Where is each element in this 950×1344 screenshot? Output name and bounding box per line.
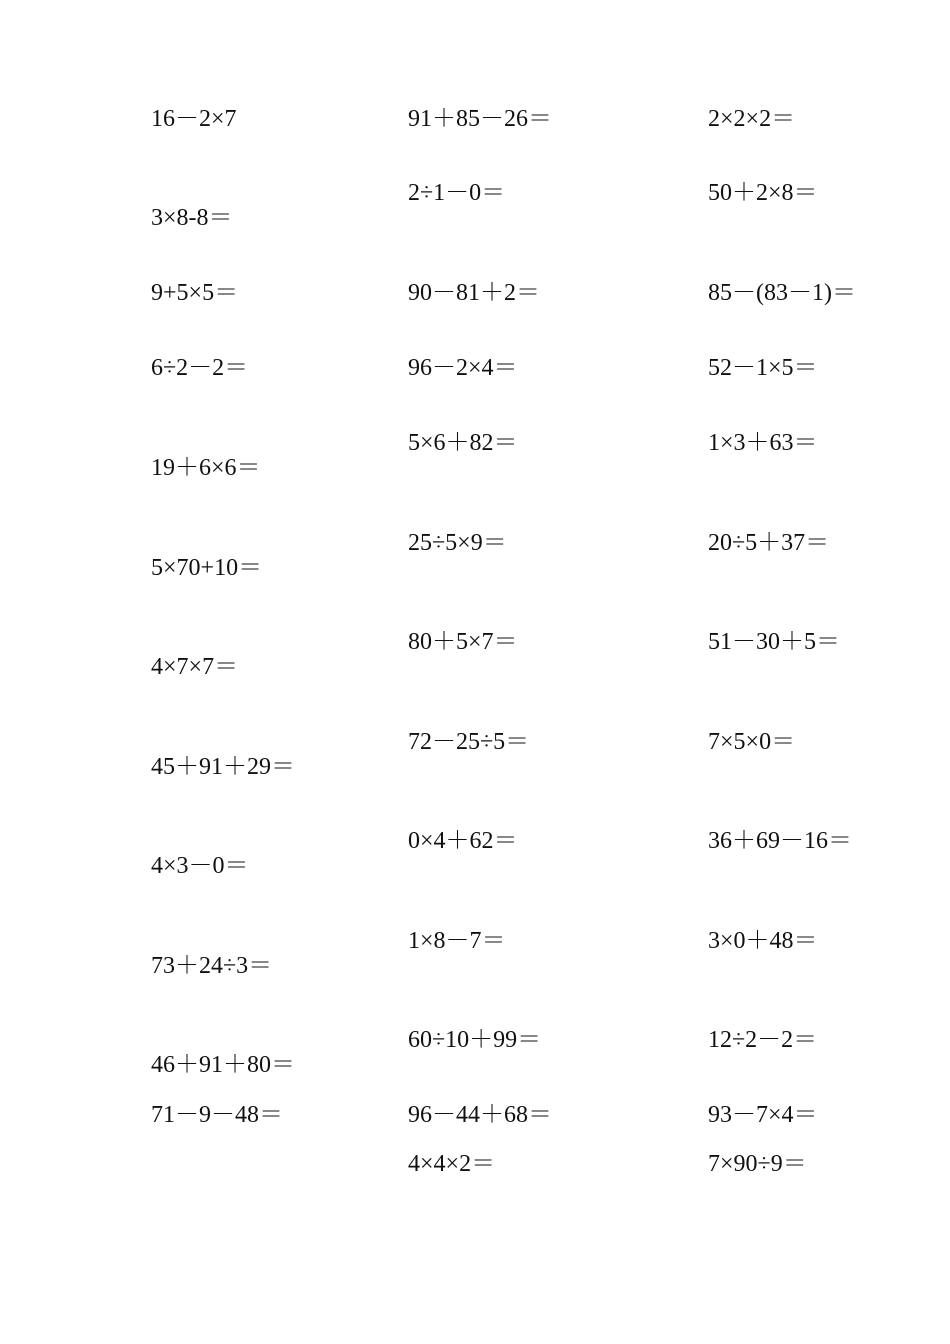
problem-c2-5: 5×6＋82＝ — [408, 430, 518, 456]
problem-c1-10: 73＋24÷3＝ — [151, 953, 273, 979]
problem-c1-3: 9+5×5＝ — [151, 280, 239, 306]
problem-c1-8: 45＋91＋29＝ — [151, 754, 295, 780]
problem-c2-8: 72－25÷5＝ — [408, 729, 530, 755]
problem-c2-9: 0×4＋62＝ — [408, 828, 518, 854]
problem-c1-6: 5×70+10＝ — [151, 555, 263, 581]
problem-c2-13: 4×4×2＝ — [408, 1151, 496, 1177]
problem-c3-12: 93－7×4＝ — [708, 1102, 818, 1128]
problem-c2-7: 80＋5×7＝ — [408, 629, 518, 655]
problem-c2-3: 90－81＋2＝ — [408, 280, 540, 306]
problem-c3-10: 3×0＋48＝ — [708, 928, 818, 954]
problem-c3-11: 12÷2－2＝ — [708, 1027, 818, 1053]
problem-c1-12: 71－9－48＝ — [151, 1102, 283, 1128]
problem-c2-10: 1×8－7＝ — [408, 928, 506, 954]
problem-c3-1: 2×2×2＝ — [708, 106, 796, 132]
problem-c3-13: 7×90÷9＝ — [708, 1151, 807, 1177]
problem-c3-7: 51－30＋5＝ — [708, 629, 840, 655]
problem-c2-4: 96－2×4＝ — [408, 355, 518, 381]
problem-c2-2: 2÷1－0＝ — [408, 180, 506, 206]
problem-c2-1: 91＋85－26＝ — [408, 106, 552, 132]
problem-c3-2: 50＋2×8＝ — [708, 180, 818, 206]
problem-c3-8: 7×5×0＝ — [708, 729, 796, 755]
problem-c1-5: 19＋6×6＝ — [151, 455, 261, 481]
problem-c1-1: 16－2×7 — [151, 106, 237, 132]
problem-c2-6: 25÷5×9＝ — [408, 530, 507, 556]
problem-c3-5: 1×3＋63＝ — [708, 430, 818, 456]
problem-c2-11: 60÷10＋99＝ — [408, 1027, 542, 1053]
problem-c1-9: 4×3－0＝ — [151, 853, 249, 879]
problem-c1-2: 3×8-8＝ — [151, 205, 233, 231]
problem-c2-12: 96－44＋68＝ — [408, 1102, 552, 1128]
problem-c1-11: 46＋91＋80＝ — [151, 1052, 295, 1078]
problem-c3-3: 85－(83－1)＝ — [708, 280, 856, 306]
problem-c1-4: 6÷2－2＝ — [151, 355, 249, 381]
problem-c1-7: 4×7×7＝ — [151, 654, 239, 680]
problem-c3-4: 52－1×5＝ — [708, 355, 818, 381]
problem-c3-6: 20÷5＋37＝ — [708, 530, 830, 556]
problem-c3-9: 36＋69－16＝ — [708, 828, 852, 854]
